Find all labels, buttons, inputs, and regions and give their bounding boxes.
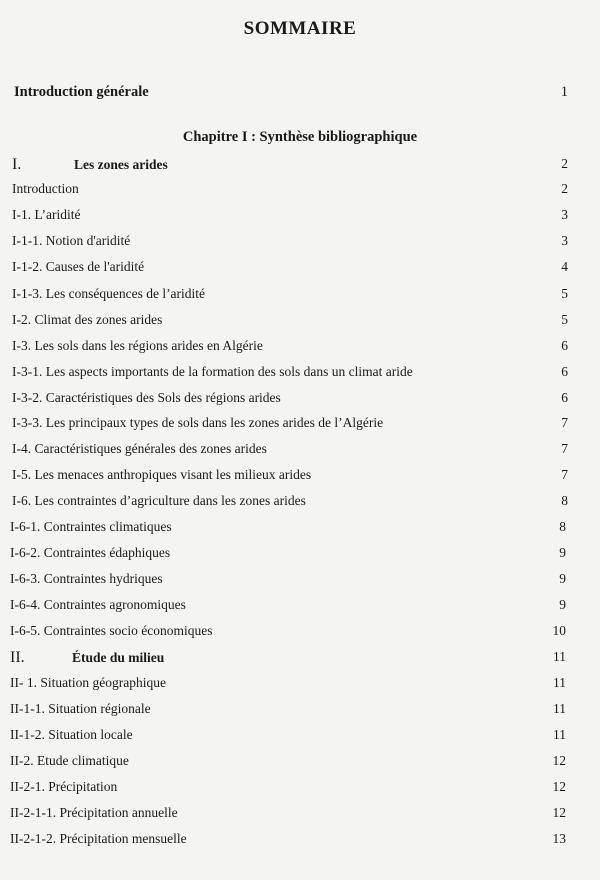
section-i-page: 2 bbox=[561, 156, 568, 171]
toc-entry-page: 12 bbox=[552, 753, 566, 768]
toc-entry-page: 11 bbox=[553, 701, 566, 716]
toc-entry bbox=[10, 571, 570, 591]
toc-entry bbox=[12, 312, 572, 332]
page-title: SOMMAIRE bbox=[243, 18, 357, 39]
toc-entry bbox=[12, 441, 572, 461]
toc-entry-page: 6 bbox=[561, 364, 568, 379]
toc-entry-label: I-6. Les contraintes d’agriculture dans les zones arides bbox=[12, 493, 306, 508]
toc-entry-label: I-1. L’aridité bbox=[12, 207, 81, 222]
toc-entry bbox=[12, 233, 572, 253]
section-ii-number: II. bbox=[10, 649, 25, 666]
toc-entry-label: I-1-3. Les conséquences de l’aridité bbox=[12, 286, 206, 301]
toc-intro-page: 1 bbox=[560, 84, 568, 100]
toc-entry-page: 11 bbox=[553, 727, 566, 742]
section-ii-label: Étude du milieu bbox=[72, 650, 165, 665]
toc-entry bbox=[10, 753, 570, 773]
chapter-heading: Chapitre I : Synthèse bibliographique bbox=[182, 129, 418, 145]
toc-entry bbox=[10, 779, 570, 799]
section-ii-page: 11 bbox=[553, 649, 566, 664]
toc-entry-page: 3 bbox=[561, 207, 568, 222]
toc-entry-label: I-1-2. Causes de l'aridité bbox=[12, 259, 145, 274]
toc-entry-label: II-1-2. Situation locale bbox=[10, 727, 133, 742]
toc-intro bbox=[14, 84, 574, 104]
toc-entry bbox=[10, 623, 570, 643]
toc-entry-page: 4 bbox=[561, 259, 568, 274]
toc-entry-label: I-4. Caractéristiques générales des zones arides bbox=[12, 441, 267, 456]
toc-entry-label: II-1-1. Situation régionale bbox=[10, 701, 151, 716]
toc-entry bbox=[12, 493, 572, 513]
toc-entry-page: 8 bbox=[559, 519, 566, 534]
toc-entry bbox=[12, 286, 572, 306]
toc-entry-page: 12 bbox=[552, 805, 566, 820]
section-i-number: I. bbox=[12, 156, 22, 173]
toc-entry bbox=[10, 805, 570, 825]
toc-entry-page: 6 bbox=[561, 390, 568, 405]
toc-entry-label: I-1-1. Notion d'aridité bbox=[12, 233, 131, 248]
toc-entry-page: 9 bbox=[559, 597, 566, 612]
toc-entry bbox=[10, 545, 570, 565]
toc-entry-label: II-2-1-2. Précipitation mensuelle bbox=[10, 831, 187, 846]
toc-entry-page: 12 bbox=[552, 779, 566, 794]
toc-entry-page: 7 bbox=[561, 467, 568, 482]
toc-entry bbox=[12, 415, 572, 435]
toc-entry-label: I-5. Les menaces anthropiques visant les milieux arides bbox=[12, 467, 312, 482]
toc-entry-label: I-6-1. Contraintes climatiques bbox=[10, 519, 172, 534]
toc-entry-label: I-3-3. Les principaux types de sols dans les zones arides de l’Algérie bbox=[12, 415, 384, 430]
toc-entry bbox=[12, 338, 572, 358]
toc-entry-label: I-6-4. Contraintes agronomiques bbox=[10, 597, 186, 612]
toc-entry-page: 13 bbox=[552, 831, 566, 846]
toc-entry-page: 5 bbox=[561, 286, 568, 301]
toc-entry-page: 6 bbox=[561, 338, 568, 353]
toc-entry-label: II-2-1-1. Précipitation annuelle bbox=[10, 805, 178, 820]
toc-entry-label: I-3. Les sols dans les régions arides en Algérie bbox=[12, 338, 263, 353]
toc-intro-label: Introduction générale bbox=[14, 84, 149, 100]
toc-entry-label: Introduction bbox=[12, 181, 79, 196]
toc-entry-label: II-2-1. Précipitation bbox=[10, 779, 118, 794]
toc-entry-label: I-6-3. Contraintes hydriques bbox=[10, 571, 163, 586]
toc-entry-label: I-6-2. Contraintes édaphiques bbox=[10, 545, 171, 560]
toc-entry-page: 11 bbox=[553, 675, 566, 690]
toc-entry-page: 7 bbox=[561, 415, 568, 430]
toc-entry-label: I-3-2. Caractéristiques des Sols des régions arides bbox=[12, 390, 281, 405]
toc-entry-label: I-3-1. Les aspects importants de la formation des sols dans un climat aride bbox=[12, 364, 413, 379]
toc-entry bbox=[12, 390, 572, 410]
toc-entry-page: 9 bbox=[559, 545, 566, 560]
toc-entry-page: 9 bbox=[559, 571, 566, 586]
toc-entry bbox=[10, 727, 570, 747]
toc-entry bbox=[12, 181, 572, 201]
toc-entry bbox=[10, 675, 570, 695]
toc-entry-page: 5 bbox=[561, 312, 568, 327]
toc-entry bbox=[12, 364, 572, 384]
toc-entry-label: II- 1. Situation géographique bbox=[10, 675, 166, 690]
toc-entry-page: 10 bbox=[552, 623, 566, 638]
toc-entry bbox=[10, 701, 570, 721]
toc-section-ii bbox=[10, 649, 570, 669]
toc-entry-label: I-6-5. Contraintes socio économiques bbox=[10, 623, 213, 638]
toc-section-i bbox=[12, 156, 572, 176]
section-i-label: Les zones arides bbox=[74, 157, 168, 172]
toc-entry-page: 8 bbox=[561, 493, 568, 508]
toc-entry bbox=[12, 259, 572, 279]
toc-entry-page: 7 bbox=[561, 441, 568, 456]
toc-entry bbox=[10, 519, 570, 539]
toc-entry-label: I-2. Climat des zones arides bbox=[12, 312, 163, 327]
toc-entry bbox=[10, 597, 570, 617]
toc-entry bbox=[12, 467, 572, 487]
toc-entry bbox=[10, 831, 570, 851]
toc-entry-page: 2 bbox=[561, 181, 568, 196]
toc-entry-label: II-2. Etude climatique bbox=[10, 753, 129, 768]
toc-entry-page: 3 bbox=[561, 233, 568, 248]
toc-entry bbox=[12, 207, 572, 227]
